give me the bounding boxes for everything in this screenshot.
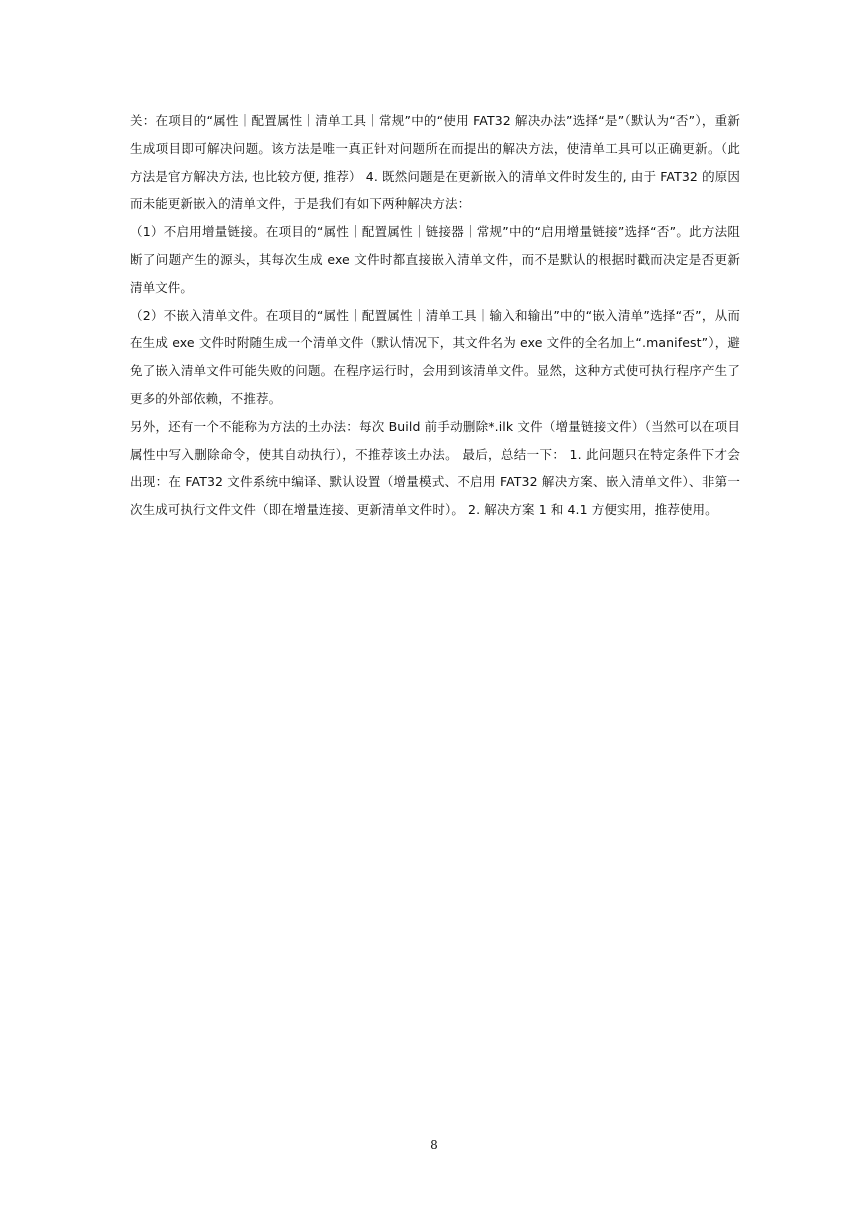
page-number: 8	[430, 1138, 438, 1152]
paragraph-no-embed-manifest: （2）不嵌入清单文件。在项目的“属性｜配置属性｜清单工具｜输入和输出”中的“嵌入清单”选择“否”，从而在生成 exe 文件时附随生成一个清单文件（默认情况下，其文件名为 exe 文件的全名加上“.manifest”），避免了嵌入清单文件可能失败的问题。在程序运行时，会用到该清单文件。显然，这种方式使可执行程序产生了更多的外部依赖，不推荐。	[130, 307, 740, 406]
paragraph-summary: 另外，还有一个不能称为方法的土办法：每次 Build 前手动删除*.ilk 文件（增量链接文件）（当然可以在项目属性中写入删除命令，使其自动执行），不推荐该土办法。 最后，总结一下： 1. 此问题只在特定条件下才会出现：在 FAT32 文件系统中编译、默认设置（增量模式、不启用 FAT32 解决方案、嵌入清单文件）、非第一次生成可执行文件文件（即在增量连接、更新清单文件时）。 2. 解决方案 1 和 4.1 方便实用，推荐使用。	[130, 418, 740, 518]
paragraph-disable-incremental-link: （1）不启用增量链接。在项目的“属性｜配置属性｜链接器｜常规”中的“启用增量链接”选择“否”。此方法阻断了问题产生的源头，其每次生成 exe 文件时都直接嵌入清单文件，而不是默认的根据时戳而决定是否更新清单文件。	[130, 224, 740, 295]
body-text	[130, 107, 740, 524]
paragraph-fat32-option: 关：在项目的“属性｜配置属性｜清单工具｜常规”中的“使用 FAT32 解决办法”选择“是”（默认为“否”），重新生成项目即可解决问题。该方法是唯一真正针对问题所在而提出的解决方法，使清单工具可以正确更新。（此方法是官方解决方法, 也比较方便, 推荐） 4. 既然问题是在更新嵌入的清单文件时发生的, 由于 FAT32 的原因而未能更新嵌入的清单文件，于是我们有如下两种解决方法：	[130, 113, 740, 212]
